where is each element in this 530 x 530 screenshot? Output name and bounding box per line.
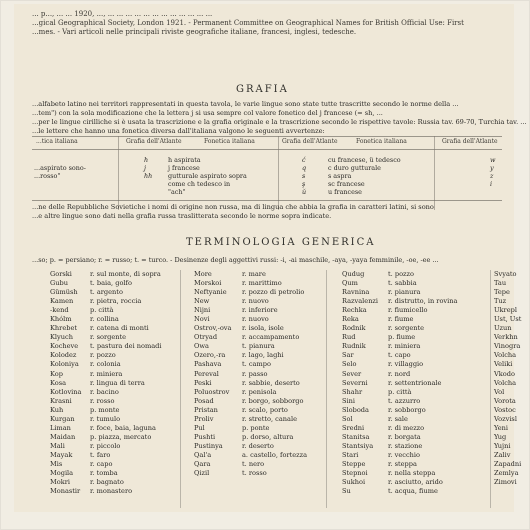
term-cell: r. scalo, porto	[242, 405, 288, 414]
header-cell: ...tica italiana	[36, 138, 78, 145]
grafia-notes	[32, 203, 502, 221]
term-cell: Qudug	[342, 270, 365, 278]
header-cell: Grafia dell'Atlante	[282, 138, 338, 145]
term-cell: Tuz	[494, 297, 507, 306]
term-cell: r. bagnato	[90, 478, 124, 487]
cell: come ch tedesco in	[168, 180, 231, 188]
notes-line: ...ne delle Repubbliche Sovietiche i nomi di origine non russa, ma di lingua che abbia la grafia in caratteri latini, si sono	[32, 203, 434, 211]
table-bottom-rule	[32, 200, 502, 201]
cell: ş	[302, 180, 306, 188]
term-cell: r. isola, isole	[242, 324, 284, 333]
term-cell: Kuh	[50, 405, 64, 414]
term-cell: Rechka	[342, 306, 367, 315]
term-cell: t. rosso	[242, 469, 267, 478]
term-cell: Sini	[342, 396, 355, 405]
cell: ...rosso"	[34, 172, 61, 180]
term-cell: r. penisola	[242, 387, 277, 396]
cell: c duro gutturale	[328, 164, 381, 172]
term-cell: r. nella steppa	[388, 469, 436, 478]
term-cell: r. miniera	[388, 342, 421, 351]
term-cell: Nijni	[194, 306, 211, 315]
term-cell: Pereval	[194, 369, 219, 378]
terms-col-word-3	[342, 270, 378, 496]
term-cell: r. sobborgo	[388, 405, 426, 414]
cell: u francese	[328, 188, 362, 196]
term-cell: p. città	[388, 387, 412, 396]
term-cell: Gorski	[50, 270, 72, 278]
term-cell: r. deserto	[242, 441, 274, 450]
term-cell: Razvalenzi	[342, 297, 379, 306]
term-cell: Volcha	[494, 351, 517, 360]
abbreviations-line: ...so; p. = persiano; r. = russo; t. = turco. - Desinenze degli aggettivi russi: -i, -ai maschile, -aya, -yaya femminile, -oe, -ee ...	[32, 256, 439, 264]
term-cell: r. colonia	[90, 360, 121, 369]
term-cell: Shahr	[342, 387, 363, 396]
term-cell: Vinogra	[494, 342, 521, 351]
term-cell: t. capo	[388, 351, 411, 360]
term-cell: t. campo	[242, 360, 271, 369]
term-cell: Gümüsh	[50, 288, 78, 297]
term-cell: r. lingua di terra	[90, 378, 145, 387]
term-cell: Verkhn	[494, 333, 518, 342]
term-cell: p. città	[90, 306, 114, 315]
term-cell: Mogila	[50, 469, 74, 478]
term-cell: r. nord	[388, 369, 411, 378]
term-cell: r. nuovo	[242, 315, 269, 324]
term-cell: r. catena di monti	[90, 324, 149, 333]
term-cell: t. baia, golfo	[90, 279, 132, 288]
header-text	[32, 10, 502, 37]
cell: ...aspirato sono-	[34, 164, 86, 172]
term-cell: Rodnik	[342, 324, 366, 333]
term-cell: r. nuovo	[242, 297, 269, 306]
cell: h aspirata	[168, 156, 201, 164]
term-cell: Morskoi	[194, 279, 222, 288]
term-cell: r. passo	[242, 369, 268, 378]
term-cell: r. vecchio	[388, 450, 420, 459]
header-line: ...mes. - Vari articoli nelle principali riviste geografiche italiane, francesi, inglesi, tedesche.	[32, 28, 357, 36]
cell: ć	[302, 156, 306, 164]
term-cell: Mayak	[50, 450, 73, 459]
term-cell: Ostrov,-ova	[194, 324, 232, 333]
term-cell: Kosa	[50, 378, 67, 387]
term-cell: Poluostrov	[194, 387, 230, 396]
term-cell: Ravnina	[342, 288, 370, 297]
term-cell: r. tumulo	[90, 414, 121, 423]
term-cell: Kamen	[50, 297, 74, 306]
term-cell: Vostoc	[494, 405, 516, 414]
header-line: ... p..., ... ... 1920, ..., ... ... ... ... ... ... ... ... ... ... ... ...	[32, 10, 213, 18]
cell: w	[490, 156, 496, 164]
paragraph-line: ...tem") con la sola modificazione che la lettera j si usa sempre col valore fonetico del j francese (= sh, ...	[32, 109, 383, 117]
term-cell: r. sorgente	[388, 324, 425, 333]
atlas-page	[14, 4, 527, 512]
table-header-rule	[32, 149, 502, 150]
term-cell: -kend	[50, 306, 69, 315]
term-cell: Monastir	[50, 487, 81, 496]
term-cell: p. fiume	[388, 333, 416, 342]
term-cell: t. faro	[90, 450, 111, 459]
cell: h	[144, 156, 149, 164]
term-cell: Vozvisl	[494, 414, 517, 423]
term-cell: Maidan	[50, 432, 76, 441]
cell: j	[144, 164, 146, 172]
notes-line: ...e altre lingue sono dati nella grafia russa traslitterata secondo le norme sopra indicate.	[32, 212, 332, 220]
grafia-col-phonetic	[34, 164, 86, 180]
term-cell: r. villaggio	[388, 360, 424, 369]
term-cell: Peski	[194, 378, 212, 387]
term-cell: Volcha	[494, 378, 517, 387]
term-cell: r. sabbie, deserto	[242, 378, 300, 387]
term-cell: Reka	[342, 315, 359, 324]
terms-col-meaning-3	[388, 270, 457, 496]
term-cell: Khólm	[50, 315, 72, 324]
cell: q	[302, 164, 307, 172]
header-cell: Grafia dell'Atlante	[442, 138, 498, 145]
cell: hh	[144, 172, 153, 180]
cell: y	[490, 164, 494, 172]
term-cell: Zapadni	[494, 459, 522, 468]
term-cell: r. sul monte, di sopra	[90, 270, 161, 278]
term-cell: Ukrepl	[494, 306, 517, 315]
header-line: ...gical Geographical Society, London 1921. - Permanent Committee on Geographical Names for British Official Use: First	[32, 19, 464, 27]
term-cell: Novi	[194, 315, 210, 324]
term-cell: p. monte	[90, 405, 120, 414]
terms-col-meaning-1	[90, 270, 162, 496]
term-cell: Sukhoi	[342, 478, 366, 487]
cell: "ach"	[168, 188, 186, 196]
term-cell: r. fiumicello	[388, 306, 428, 315]
term-cell: Zimovi	[494, 478, 517, 487]
term-cell: t. sabbia	[388, 279, 417, 288]
term-cell: Khrebet	[50, 324, 77, 333]
term-cell: Qum	[342, 279, 358, 288]
term-cell: r. stretto, canale	[242, 414, 297, 423]
term-cell: r. monastero	[90, 487, 133, 496]
term-cell: r. lago, laghi	[242, 351, 284, 360]
term-cell: Zemlya	[494, 469, 519, 478]
grafia-table	[32, 156, 502, 202]
term-cell: Neftyanie	[194, 288, 227, 297]
term-cell: r. borgo, sobborgo	[242, 396, 304, 405]
term-cell: r. sorgente	[90, 333, 127, 342]
term-cell: r. inferiore	[242, 306, 278, 315]
term-cell: r. pozzo	[90, 351, 116, 360]
term-cell: r. stazione	[388, 441, 423, 450]
term-cell: Kocheve	[50, 342, 79, 351]
term-cell: Qizil	[194, 469, 210, 478]
cell: s	[302, 172, 306, 180]
grafia-paragraph	[32, 100, 527, 136]
term-cell: Stari	[342, 450, 359, 459]
term-cell: r. marittimo	[242, 279, 282, 288]
term-cell: r. borgata	[388, 432, 421, 441]
term-cell: Ust, Ust	[494, 315, 522, 324]
paragraph-line: ...le lettere che hanno una fonetica diversa dall'italiana valgono le seguenti avvertenze:	[32, 127, 325, 135]
term-cell: Krasni	[50, 396, 72, 405]
term-cell: Mis	[50, 459, 63, 468]
term-cell: Ozero,-ra	[194, 351, 226, 360]
cell: z	[490, 172, 494, 180]
cell: i	[490, 180, 493, 188]
term-cell: Owa	[194, 342, 209, 351]
term-cell: Stanitsa	[342, 432, 370, 441]
term-cell: Svyato	[494, 270, 517, 278]
grafia-col-values-1	[168, 156, 247, 196]
term-cell: Pashava	[194, 360, 222, 369]
term-cell: Koloniya	[50, 360, 79, 369]
grafia-col-letters-1	[144, 156, 152, 180]
term-cell: Kotlovina	[50, 387, 82, 396]
terms-col-meaning-2	[242, 270, 307, 478]
term-cell: Sar	[342, 351, 354, 360]
term-cell: r. capo	[90, 459, 113, 468]
term-cell: r. steppa	[388, 459, 417, 468]
term-cell: Vkodo	[494, 369, 515, 378]
term-cell: Stepnoi	[342, 469, 368, 478]
term-cell: Tepe	[494, 288, 510, 297]
term-cell: Pushti	[194, 432, 216, 441]
term-cell: r. pianura	[388, 288, 421, 297]
term-cell: Yujni	[494, 441, 511, 450]
term-cell: Pristan	[194, 405, 218, 414]
term-cell: Rudnik	[342, 342, 366, 351]
terms-col-word-1	[50, 270, 81, 496]
term-cell: Mokri	[50, 478, 70, 487]
term-cell: Veliki	[494, 360, 513, 369]
paragraph-line: ...alfabeto latino nei territori rappresentati in questa tavola, le varie lingue sono state tutte trascritte secondo le norme della ...	[32, 100, 459, 108]
term-cell: t. azzurro	[388, 396, 421, 405]
cell: gutturale aspirato sopra	[168, 172, 247, 180]
terms-col-word-2	[194, 270, 231, 478]
terms-table	[32, 270, 522, 510]
term-cell: Otryad	[194, 333, 218, 342]
term-cell: r. rosso	[90, 396, 115, 405]
term-cell: r. piccolo	[90, 441, 121, 450]
term-cell: New	[194, 297, 210, 306]
term-cell: Proliv	[194, 414, 214, 423]
term-cell: Vol	[494, 387, 505, 396]
term-cell: Posad	[194, 396, 214, 405]
term-cell: Kurgan	[50, 414, 75, 423]
term-cell: Yeni	[494, 423, 509, 432]
term-cell: r. foce, baia, laguna	[90, 423, 156, 432]
term-cell: Rud	[342, 333, 356, 342]
term-cell: r. fiume	[388, 315, 414, 324]
term-cell: Sever	[342, 369, 362, 378]
term-cell: r. miniera	[90, 369, 123, 378]
term-cell: Kolodez	[50, 351, 77, 360]
term-cell: Yug	[494, 432, 507, 441]
header-cell: Fonetica italiana	[356, 138, 407, 145]
term-cell: Kop	[50, 369, 63, 378]
term-cell: Gubu	[50, 279, 68, 288]
term-cell: Uzun	[494, 324, 512, 333]
term-cell: Klyuch	[50, 333, 73, 342]
grafia-col-values-2	[328, 156, 401, 196]
term-cell: Selo	[342, 360, 357, 369]
cell: s aspra	[328, 172, 352, 180]
term-cell: Mali	[50, 441, 65, 450]
header-cell: Grafia dell'Atlante	[126, 138, 182, 145]
term-cell: Qal'a	[194, 450, 212, 459]
term-cell: t. pozzo	[388, 270, 414, 278]
term-cell: r. pietra, roccia	[90, 297, 142, 306]
term-cell: r. collina	[90, 315, 119, 324]
term-cell: t. pianura	[242, 342, 275, 351]
term-cell: p. ponte	[242, 423, 270, 432]
grafia-table-header	[32, 138, 502, 147]
term-cell: Liman	[50, 423, 71, 432]
term-cell: More	[194, 270, 212, 278]
grafia-col-letters-3	[490, 156, 495, 188]
term-cell: Sredni	[342, 423, 365, 432]
grafia-col-letters-2	[302, 156, 306, 196]
term-cell: Tau	[494, 279, 507, 288]
header-cell: Fonetica italiana	[204, 138, 255, 145]
term-cell: r. pozzo di petrolio	[242, 288, 305, 297]
term-cell: r. mare	[242, 270, 266, 278]
term-cell: Sloboda	[342, 405, 369, 414]
term-cell: r. accampamento	[242, 333, 300, 342]
term-cell: Zaliv	[494, 450, 511, 459]
term-cell: p. dorso, altura	[242, 432, 294, 441]
term-cell: Sol	[342, 414, 353, 423]
term-cell: r. settentrionale	[388, 378, 442, 387]
term-cell: Pustinya	[194, 441, 223, 450]
term-cell: Steppe	[342, 459, 366, 468]
term-cell: p. piazza, mercato	[90, 432, 152, 441]
term-cell: t. nero	[242, 459, 265, 468]
term-cell: r. sale	[388, 414, 408, 423]
cell: j francese	[168, 164, 200, 172]
term-cell: r. distrutto, in rovina	[388, 297, 458, 306]
table-top-rule	[32, 136, 502, 137]
terms-col-word-4	[494, 270, 521, 487]
term-cell: Qara	[194, 459, 211, 468]
grafia-title: GRAFIA	[236, 84, 289, 95]
term-cell: r. di mezzo	[388, 423, 425, 432]
term-cell: t. pastura dei nomadi	[90, 342, 162, 351]
cell: cu francese, ü tedesco	[328, 156, 401, 164]
term-cell: Vorota	[494, 396, 516, 405]
term-cell: r. tomba	[90, 469, 118, 478]
term-cell: t. acqua, fiume	[388, 487, 438, 496]
paragraph-line: ...per le lingue cirilliche si è usata la trascrizione e la grafia originale e la trascrizione secondo le rispettive tavole: Russia tav. 69-70, Turchia tav. ...	[32, 118, 527, 126]
term-cell: Stantsiya	[342, 441, 374, 450]
cell: ŭ	[302, 188, 307, 196]
term-cell: r. bacino	[90, 387, 119, 396]
term-cell: r. asciutto, arido	[388, 478, 443, 487]
terminologia-title: TERMINOLOGIA GENERICA	[186, 237, 376, 248]
term-cell: t. argento	[90, 288, 123, 297]
term-cell: Pul	[194, 423, 205, 432]
term-cell: Severni	[342, 378, 368, 387]
term-cell: Su	[342, 487, 351, 496]
cell: sc francese	[328, 180, 365, 188]
term-cell: a. castello, fortezza	[242, 450, 308, 459]
